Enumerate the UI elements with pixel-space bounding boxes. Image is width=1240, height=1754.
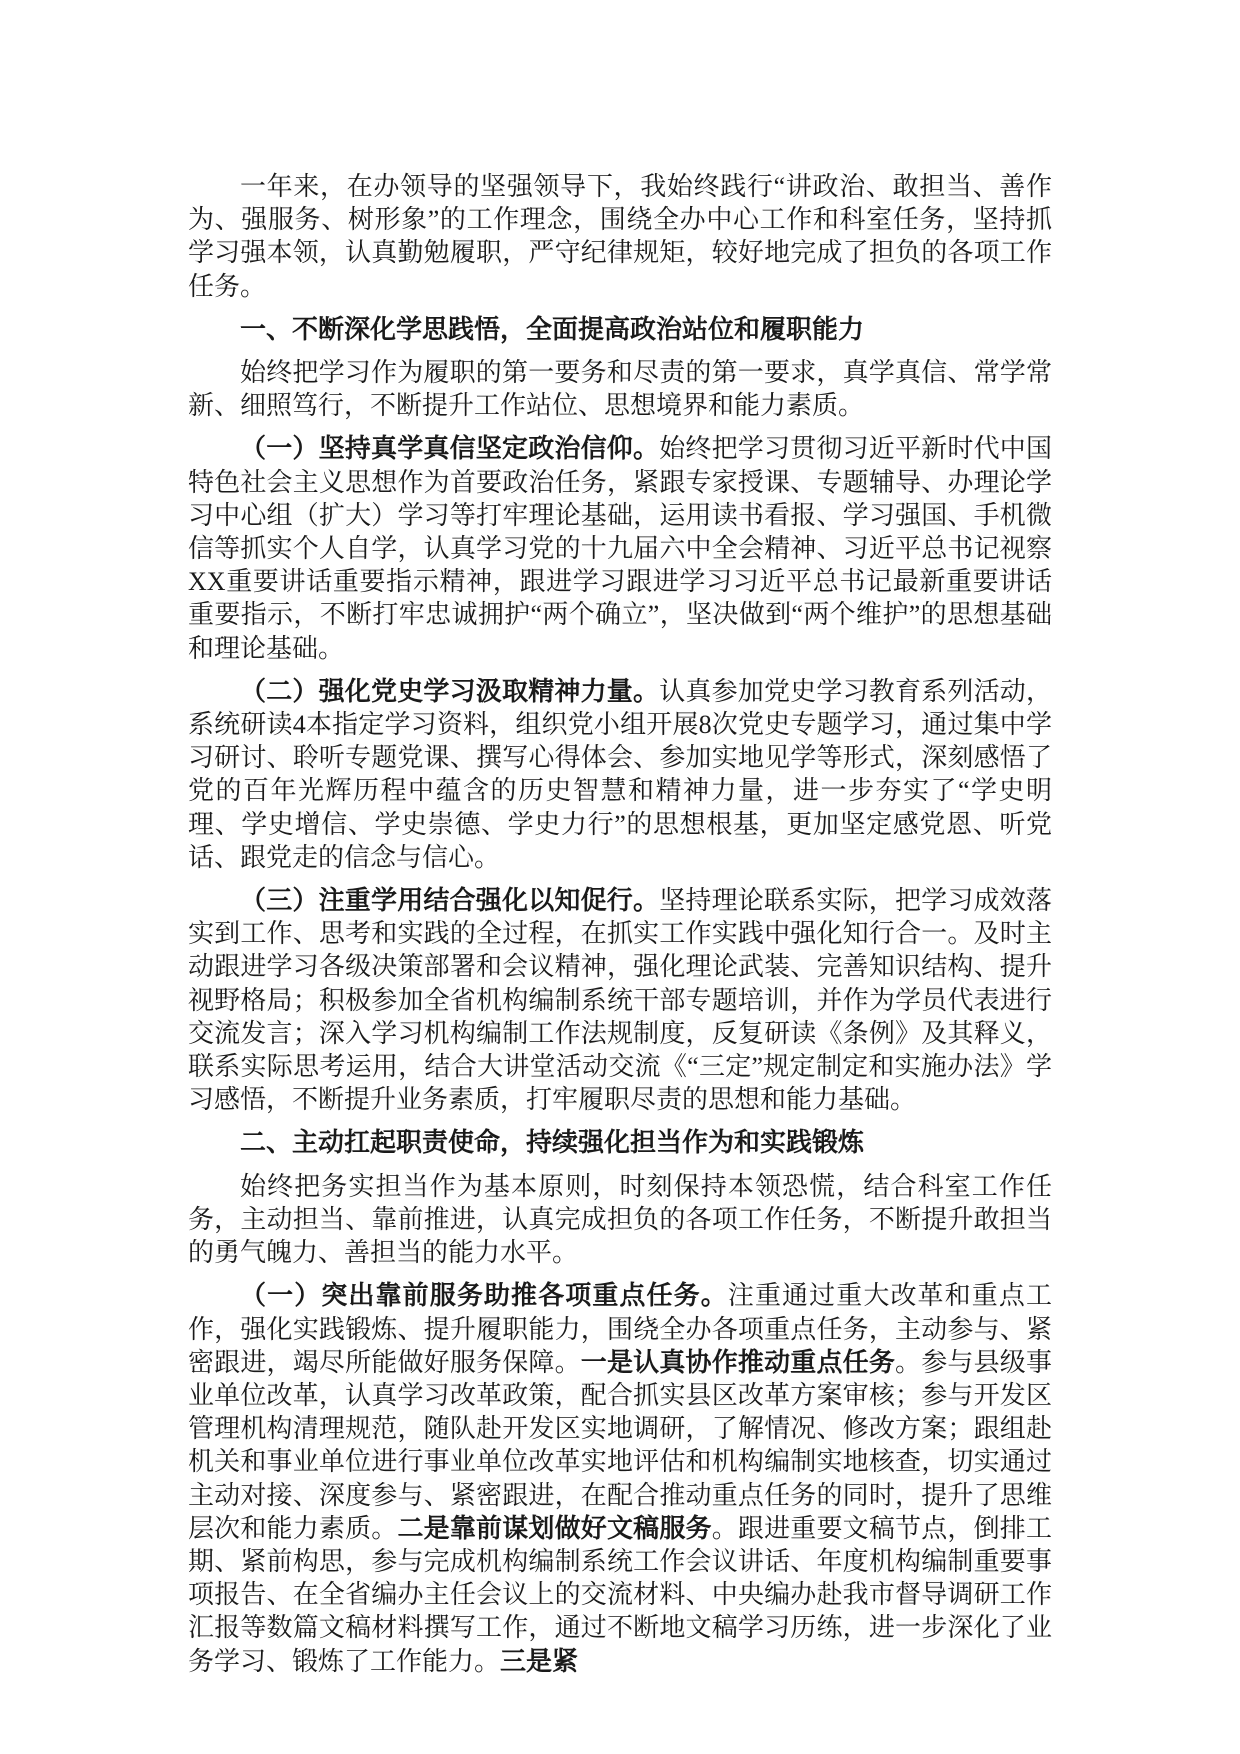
bold-text-run: （一）突出靠前服务助推各项重点任务。	[240, 1281, 728, 1311]
paragraph	[188, 170, 1052, 303]
text-run: 。跟进重要文稿节点，倒排工期、紧前构思，参与完成机构编制系统工作会议讲话、年度机构编制重要事项报告、在全省编办主任会议上的交流材料、中央编办赴我市督导调研工作汇报等数篇文稿材料撰写工作，通过不断地文稿学习历练，进一步深化了业务学习、锻炼了工作能力。	[188, 1513, 1052, 1676]
section-heading	[188, 313, 1052, 346]
bold-text-run: 一、不断深化学思践悟，全面提高政治站位和履职能力	[240, 314, 865, 344]
paragraph	[188, 1170, 1052, 1270]
section-heading	[188, 1126, 1052, 1159]
paragraph	[188, 432, 1052, 664]
text-run: 始终把学习作为履职的第一要务和尽责的第一要求，真学真信、常学常新、细照笃行，不断提升工作站位、思想境界和能力素质。	[188, 358, 1052, 421]
paragraph	[188, 1279, 1052, 1677]
text-run: 始终把学习贯彻习近平新时代中国特色社会主义思想作为首要政治任务，紧跟专家授课、专题辅导、办理论学习中心组（扩大）学习等打牢理论基础，运用读书看报、学习强国、手机微信等抓实个人自学，认真学习党的十九届六中全会精神、习近平总书记视察XX重要讲话重要指示精神，跟进学习跟进学习习近平总书记最新重要讲话重要指示，不断打牢忠诚拥护“两个确立”，坚决做到“两个维护”的思想基础和理论基础。	[188, 434, 1052, 663]
paragraph	[188, 884, 1052, 1116]
bold-text-run: （二）强化党史学习汲取精神力量。	[240, 676, 660, 706]
bold-text-run: （三）注重学用结合强化以知促行。	[240, 886, 660, 916]
text-run: 一年来，在办领导的坚强领导下，我始终践行“讲政治、敢担当、善作为、强服务、树形象”的工作理念，围绕全办中心工作和科室任务，坚持抓学习强本领，认真勤勉履职，严守纪律规矩，较好地完成了担负的各项工作任务。	[188, 172, 1052, 301]
document-body	[188, 170, 1052, 1688]
text-run: 认真参加党史学习教育系列活动，系统研读4本指定学习资料，组织党小组开展8次党史专题学习，通过集中学习研讨、聆听专题党课、撰写心得体会、参加实地见学等形式，深刻感悟了党的百年光辉历程中蕴含的历史智慧和精神力量，进一步夯实了“学史明理、学史增信、学史崇德、学史力行”的思想根基，更加坚定感党恩、听党话、跟党走的信念与信心。	[188, 676, 1052, 872]
bold-text-run: 一是认真协作推动重点任务	[580, 1347, 896, 1377]
bold-text-run: 二是靠前谋划做好文稿服务	[397, 1513, 712, 1543]
text-run: 。参与县级事业单位改革，认真学习改革政策，配合抓实县区改革方案审核；参与开发区管理机构清理规范，随队赴开发区实地调研，了解情况、修改方案；跟组赴机关和事业单位进行事业单位改革实地评估和机构编制实地核查，切实通过主动对接、深度参与、紧密跟进，在配合推动重点任务的同时，提升了思维层次和能力素质。	[188, 1347, 1052, 1543]
paragraph	[188, 675, 1052, 874]
text-run: 始终把务实担当作为基本原则，时刻保持本领恐慌，结合科室工作任务，主动担当、靠前推进，认真完成担负的各项工作任务，不断提升敢担当的勇气魄力、善担当的能力水平。	[188, 1171, 1052, 1268]
paragraph	[188, 356, 1052, 422]
text-run: 坚持理论联系实际，把学习成效落实到工作、思考和实践的全过程，在抓实工作实践中强化知行合一。及时主动跟进学习各级决策部署和会议精神，强化理论武装、完善知识结构、提升视野格局；积极参加全省机构编制系统干部专题培训，并作为学员代表进行交流发言；深入学习机构编制工作法规制度，反复研读《条例》及其释义，联系实际思考运用，结合大讲堂活动交流《“三定”规定制定和实施办法》学习感悟，不断提升业务素质，打牢履职尽责的思想和能力基础。	[188, 886, 1052, 1115]
bold-text-run: 三是紧	[500, 1646, 579, 1676]
bold-text-run: 二、主动扛起职责使命，持续强化担当作为和实践锻炼	[240, 1128, 865, 1158]
text-run: 注重通过重大改革和重点工作，强化实践锻炼、提升履职能力，围绕全办各项重点任务，主动参与、紧密跟进，竭尽所能做好服务保障。	[188, 1281, 1052, 1377]
bold-text-run: （一）坚持真学真信坚定政治信仰。	[240, 434, 660, 464]
